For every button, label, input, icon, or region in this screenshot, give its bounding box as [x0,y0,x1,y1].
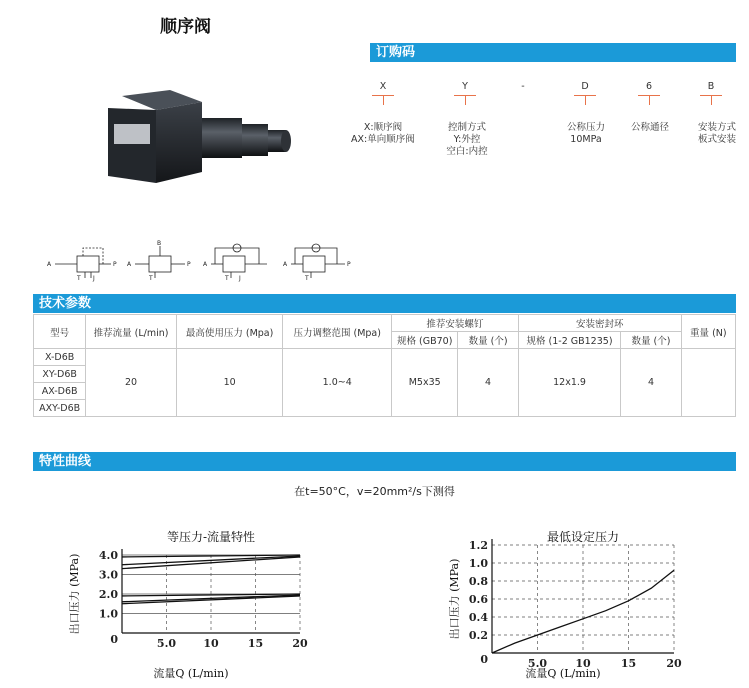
y-tick-label: 4.0 [98,549,118,562]
chart-iso-pressure-flow [60,525,340,685]
valve-product-image [100,88,300,198]
order-code-desc: 公称压力 10MPa [566,122,605,145]
y-tick-label: 0.6 [468,593,488,606]
max-pressure-cell: 10 [176,349,283,417]
x-tick-label: 5.0 [156,637,177,650]
symbol-label: A [203,261,208,268]
tech-params-header: 技术参数 [33,294,736,313]
y-axis-label: 出口压力 (MPa) [448,558,461,640]
col-adjust-range: 压力调整范围 (Mpa) [283,315,392,349]
x-tick-label: 15 [620,657,637,670]
y-tick-label: 3.0 [98,568,118,582]
order-code-letter: X [379,81,387,92]
order-code-desc: 安装方式 板式安装 [697,122,736,145]
col-seal-qty: 数量 (个) [621,332,681,349]
flow-cell: 20 [86,349,177,417]
order-code-diagram [351,78,745,158]
model-cell: AXY-D6B [34,400,86,417]
origin-label: 0 [480,653,488,666]
order-code-desc: 公称通径 [630,122,669,133]
adjust-range-cell: 1.0~4 [283,349,392,417]
model-cell: X-D6B [34,349,86,366]
order-code-letter: - [521,81,525,92]
col-seal-spec: 规格 (1-2 GB1235) [518,332,621,349]
bolt-spec-cell: M5x35 [392,349,458,417]
x-tick-label: 15 [247,637,264,650]
symbol-label: T [149,275,153,282]
symbol-label: T [77,275,81,282]
symbol-xy [135,246,185,278]
symbol-label: J [93,275,95,282]
col-bolt-qty: 数量 (个) [458,332,518,349]
col-seal: 安装密封环 [518,315,681,332]
order-code-desc: X:顺序阀 AX:单向顺序阀 [351,122,415,145]
symbol-label: A [47,261,52,268]
symbol-label: A [127,261,132,268]
col-bolts: 推荐安装螺钉 [392,315,519,332]
origin-label: 0 [110,633,118,646]
x-tick-label: 5.0 [527,657,548,670]
model-cell: XY-D6B [34,366,86,383]
symbol-label: P [347,261,351,268]
seal-qty-cell: 4 [621,349,681,417]
y-tick-label: 1.0 [468,557,488,570]
symbol-axy [291,244,345,278]
y-tick-label: 1.2 [468,539,488,552]
bolt-qty-cell: 4 [458,349,518,417]
seal-spec-cell: 12x1.9 [518,349,621,417]
chart-title: 最低设定压力 [546,530,620,544]
curves-header: 特性曲线 [33,452,736,471]
page-title: 顺序阀 [160,17,211,37]
symbol-label: J [239,275,241,282]
model-cell: AX-D6B [34,383,86,400]
tech-params-table [33,314,736,417]
col-max-pressure: 最高使用压力 (Mpa) [176,315,283,349]
x-axis-label: 流量Q (L/min) [525,667,601,680]
x-tick-label: 20 [292,637,308,650]
col-weight: 重量 (N) [681,315,735,349]
symbol-label: P [113,261,117,268]
chart-title: 等压力-流量特性 [166,530,256,544]
table-row [34,349,736,366]
y-tick-label: 0.2 [468,629,488,642]
symbol-x [55,248,111,278]
order-code-letter: 6 [645,81,653,92]
y-tick-label: 0.4 [468,611,488,624]
symbol-label: T [305,275,309,282]
x-tick-label: 20 [666,657,682,670]
col-bolt-spec: 规格 (GB70) [392,332,458,349]
order-code-letter: Y [462,81,468,92]
y-tick-label: 0.8 [468,575,488,588]
chart-min-set-pressure [440,525,700,685]
weight-cell [681,349,735,417]
order-code-letter: B [707,81,715,92]
symbol-ax [211,244,267,278]
x-tick-label: 10 [575,657,591,670]
y-tick-label: 1.0 [98,607,118,621]
x-tick-label: 10 [203,637,219,650]
symbol-label: P [187,261,191,268]
symbol-label: A [283,261,288,268]
order-code-header: 订购码 [370,43,736,62]
col-model: 型号 [34,315,86,349]
symbol-label: B [157,240,162,247]
order-code-letter: D [581,81,589,92]
y-tick-label: 2.0 [98,588,118,601]
col-flow: 推荐流量 (L/min) [86,315,177,349]
order-code-desc: 控制方式 Y:外控 空白:内控 [446,122,488,157]
test-condition: 在t=50°C，v=20mm²/s下测得 [294,485,455,498]
hydraulic-symbols [45,238,365,284]
x-axis-label: 流量Q (L/min) [153,667,229,680]
y-axis-label: 出口压力 (MPa) [68,553,81,635]
symbol-label: T [225,275,229,282]
